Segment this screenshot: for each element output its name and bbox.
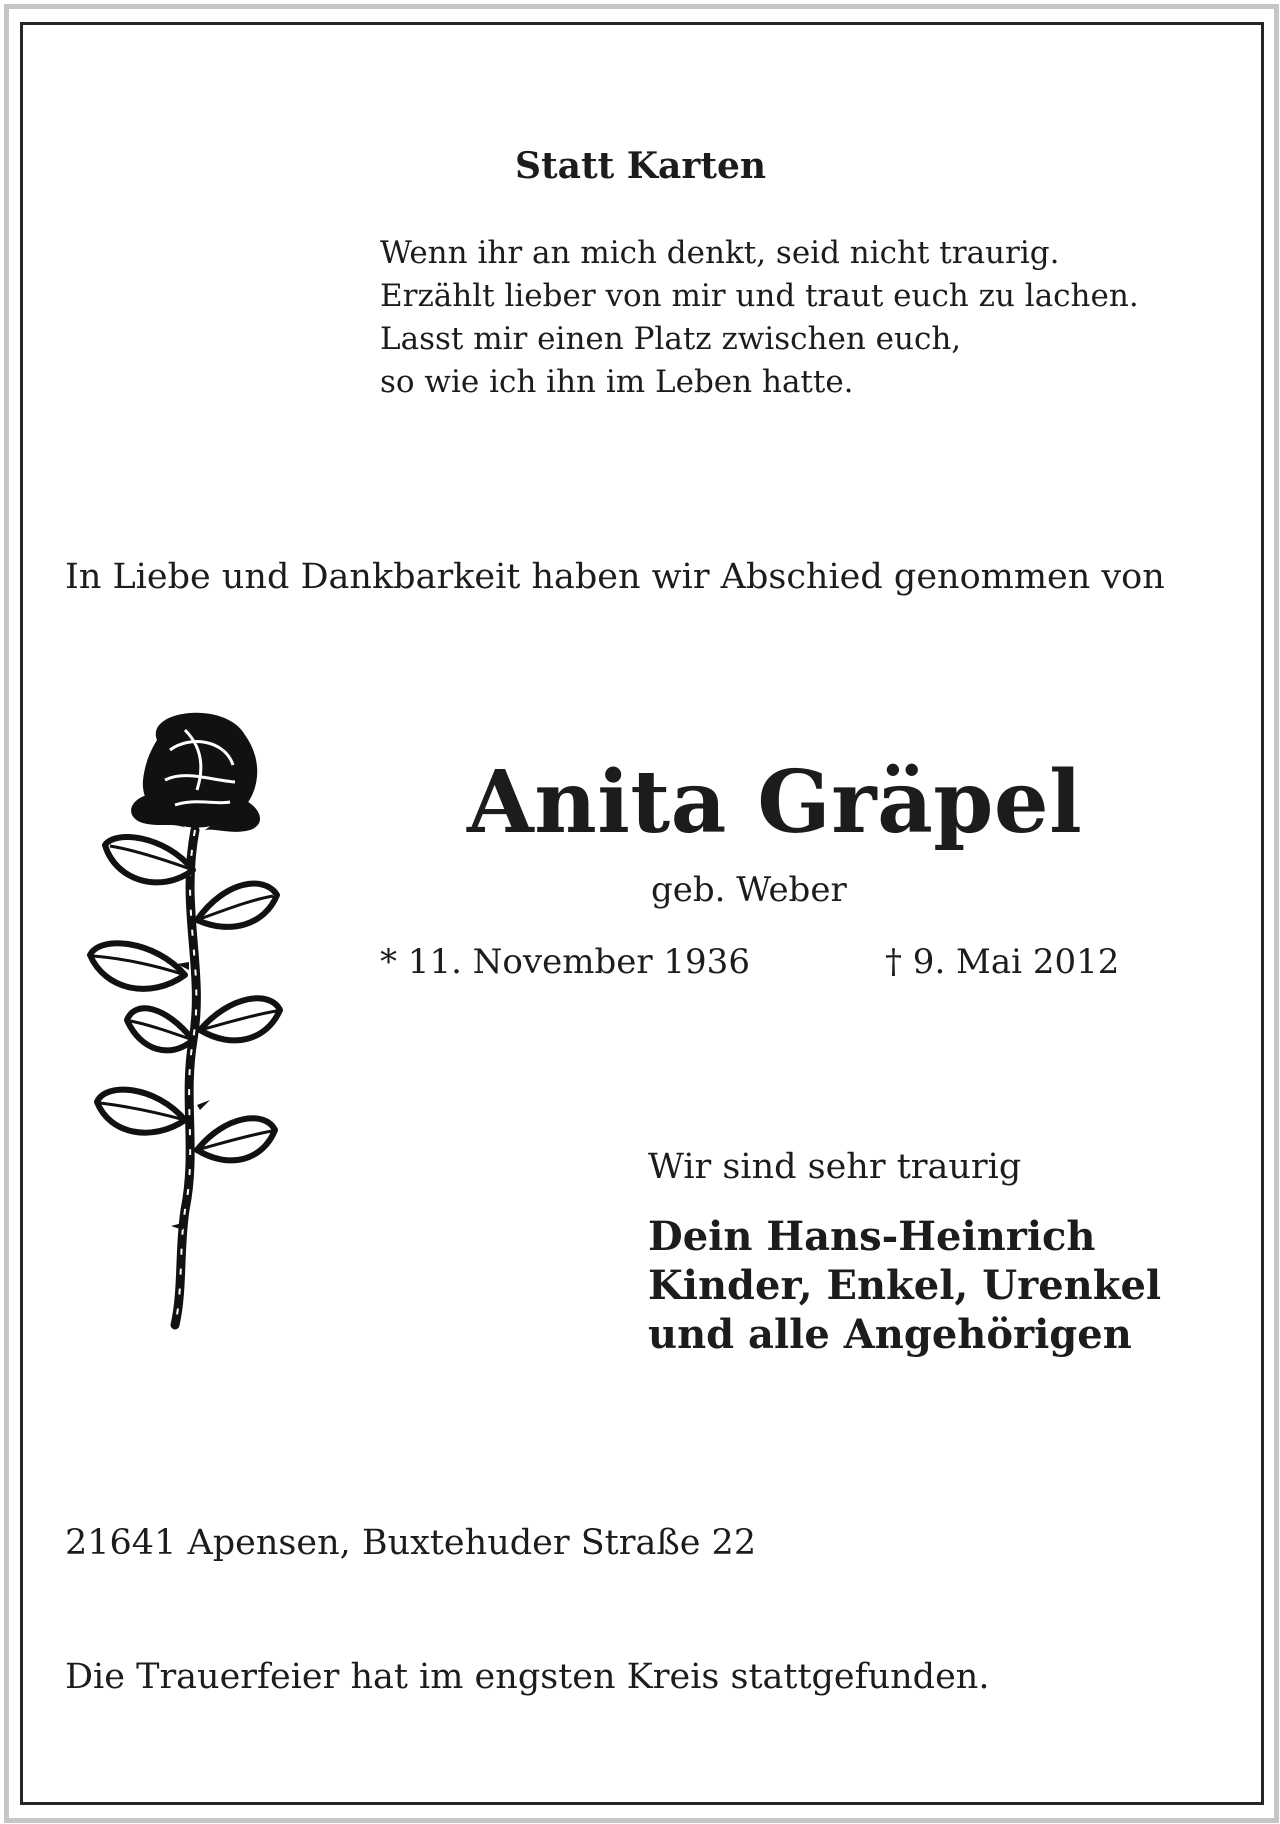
signer-line: Dein Hans-Heinrich (648, 1213, 1096, 1260)
deceased-name: Anita Gräpel (467, 752, 1083, 853)
signer-line: Kinder, Enkel, Urenkel (648, 1262, 1162, 1309)
rose-illustration-icon (85, 710, 295, 1340)
poem-line: so wie ich ihn im Leben hatte. (380, 364, 854, 400)
poem-line: Erzählt lieber von mir und traut euch zu lachen. (380, 278, 1139, 314)
death-date: † 9. Mai 2012 (885, 942, 1120, 982)
maiden-name: geb. Weber (651, 870, 847, 910)
ceremony-note: Die Trauerfeier hat im engsten Kreis stattgefunden. (65, 1657, 990, 1697)
notice-header: Statt Karten (515, 145, 767, 187)
poem-line: Lasst mir einen Platz zwischen euch, (380, 321, 962, 357)
address: 21641 Apensen, Buxtehuder Straße 22 (65, 1523, 757, 1563)
poem (380, 232, 1139, 404)
poem-line: Wenn ihr an mich denkt, seid nicht traurig. (380, 235, 1060, 271)
intro-text: In Liebe und Dankbarkeit haben wir Abschied genommen von (65, 557, 1165, 597)
signer-line: und alle Angehörigen (648, 1311, 1132, 1358)
signers (648, 1212, 1161, 1359)
birth-date: * 11. November 1936 (380, 942, 750, 982)
closing-text: Wir sind sehr traurig (648, 1147, 1022, 1187)
